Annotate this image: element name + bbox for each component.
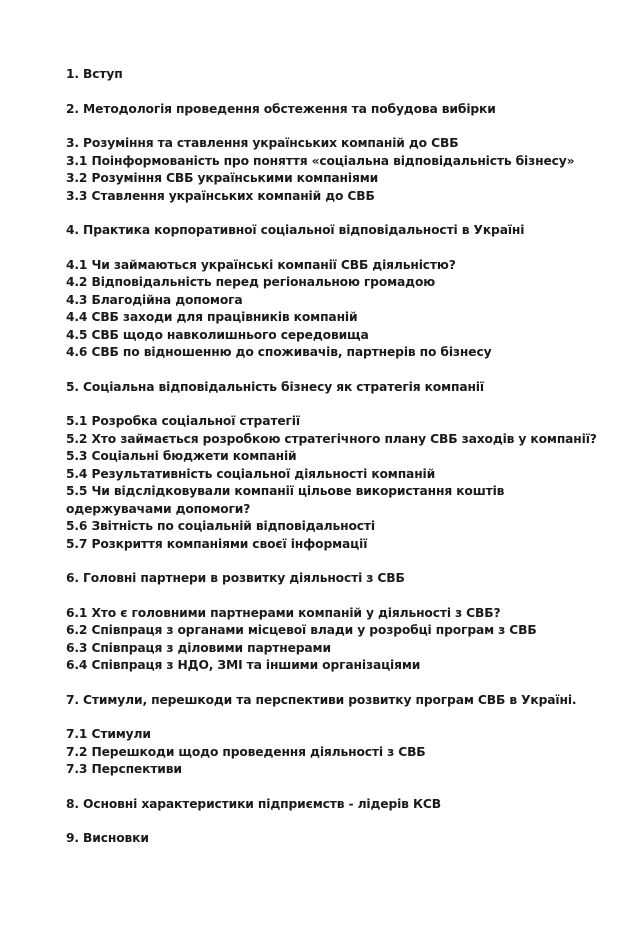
toc-section [66, 413, 596, 553]
toc-entry: 4.4 СВБ заходи для працівників компаній [66, 310, 358, 324]
section-gap [66, 240, 596, 257]
toc-section [66, 135, 596, 205]
section-gap [66, 396, 596, 413]
toc-entry: 5.4 Результативність соціальної діяльності компаній [66, 466, 436, 481]
toc-entry: 5.6 Звітність по соціальній відповідальності [66, 519, 375, 533]
toc-heading: 2. Методологія проведення обстеження та побудова вибірки [66, 101, 496, 116]
toc-entry: 4.5 СВБ щодо навколишнього середовища [66, 327, 369, 342]
toc-entry: 3.1 Поінформованість про поняття «соціальна відповідальність бізнесу» [66, 153, 575, 168]
toc-section [66, 692, 596, 710]
toc-entry: 6.2 Співпраця з органами місцевої влади у розробці програм з СВБ [66, 623, 537, 637]
toc-entry: 7.3 Перспективи [66, 762, 182, 776]
section-gap [66, 118, 596, 135]
toc-section [66, 796, 596, 814]
section-gap [66, 813, 596, 830]
section-gap [66, 362, 596, 379]
toc-section [66, 66, 596, 84]
toc-entry: 4.3 Благодійна допомога [66, 292, 243, 307]
toc-section [66, 257, 596, 362]
toc-section [66, 379, 596, 397]
toc-entry: 6.1 Хто є головними партнерами компаній у діяльності з СВБ? [66, 605, 501, 620]
toc-entry: 4.1 Чи займаються українські компанії СВБ діяльністю? [66, 257, 456, 272]
toc-section [66, 605, 596, 675]
toc-section [66, 101, 596, 119]
section-gap [66, 205, 596, 222]
table-of-contents [66, 66, 596, 848]
section-gap [66, 588, 596, 605]
section-gap [66, 675, 596, 692]
toc-heading: 5. Соціальна відповідальність бізнесу як стратегія компанії [66, 379, 484, 394]
toc-entry: 7.1 Стимули [66, 727, 151, 741]
toc-section [66, 570, 596, 588]
toc-entry: 3.3 Ставлення українських компаній до СВБ [66, 188, 375, 203]
section-gap [66, 779, 596, 796]
toc-entry: 6.3 Співпраця з діловими партнерами [66, 640, 331, 655]
toc-entry: 7.2 Перешкоди щодо проведення діяльності з СВБ [66, 744, 426, 759]
section-gap [66, 553, 596, 570]
toc-entry: 3.2 Розуміння СВБ українськими компаніями [66, 171, 379, 185]
toc-section [66, 830, 596, 848]
toc-entry: 5.3 Соціальні бюджети компаній [66, 449, 297, 463]
toc-entry: 4.2 Відповідальність перед регіональною громадою [66, 275, 436, 289]
section-gap [66, 84, 596, 101]
toc-heading: 6. Головні партнери в розвитку діяльності з СВБ [66, 571, 405, 585]
toc-entry: 3. Розуміння та ставлення українських компаній до СВБ [66, 136, 459, 150]
toc-entry: одержувачами допомоги? [66, 501, 251, 516]
toc-heading: 9. Висновки [66, 831, 149, 845]
toc-entry: 5.2 Хто займається розробкою стратегічного плану СВБ заходів у компанії? [66, 431, 597, 446]
toc-section [66, 222, 596, 240]
section-gap [66, 709, 596, 726]
toc-heading: 4. Практика корпоративної соціальної відповідальності в Україні [66, 223, 525, 237]
toc-entry: 4.6 СВБ по відношенню до споживачів, партнерів по бізнесу [66, 345, 492, 359]
toc-entry: 5.1 Розробка соціальної стратегії [66, 414, 300, 428]
toc-heading: 7. Стимули, перешкоди та перспективи розвитку програм СВБ в Україні. [66, 692, 577, 707]
toc-entry: 6.4 Співпраця з НДО, ЗМІ та іншими організаціями [66, 658, 421, 672]
toc-section [66, 726, 596, 779]
toc-entry: 5.7 Розкриття компаніями своєї інформації [66, 536, 368, 551]
toc-entry: 5.5 Чи відслідковували компанії цільове використання коштів [66, 484, 505, 498]
toc-heading: 1. Вступ [66, 67, 123, 81]
toc-heading: 8. Основні характеристики підприємств - лідерів КСВ [66, 796, 441, 811]
